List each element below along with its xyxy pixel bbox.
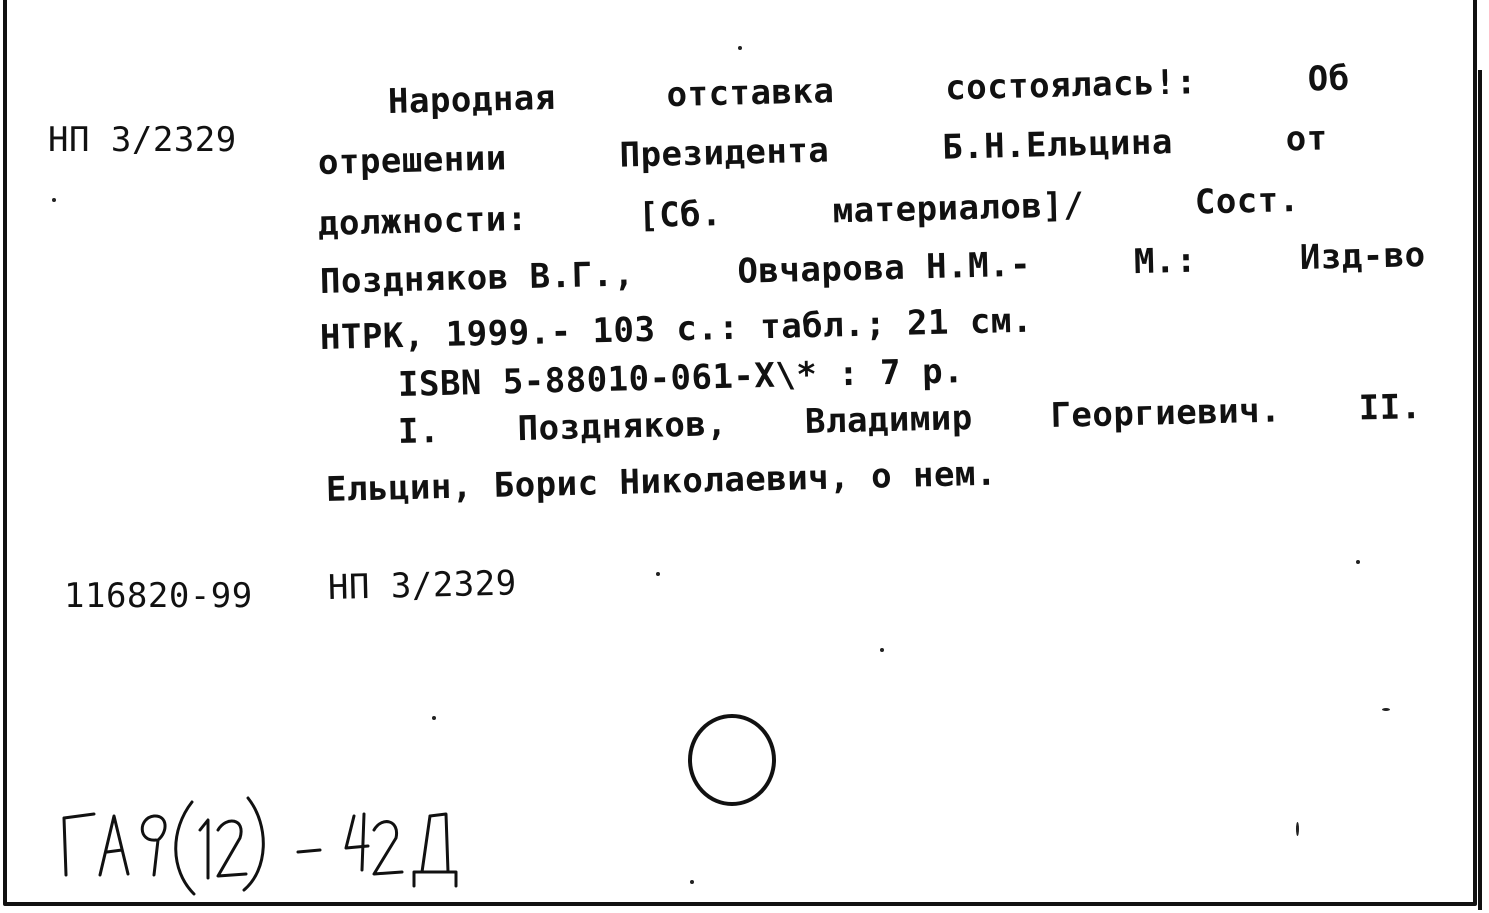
heading-word: II. — [1358, 386, 1423, 429]
title-word: состоялась!: — [944, 62, 1198, 109]
scan-speck — [1296, 822, 1299, 836]
call-number: НП 3/2329 — [48, 120, 237, 160]
card-hole — [686, 712, 778, 808]
scan-speck — [738, 46, 742, 50]
accession-number: 116820-99 — [64, 576, 253, 616]
title-word: Изд-во — [1299, 234, 1427, 279]
card-edge — [1478, 70, 1482, 910]
title-word: М.: — [1133, 240, 1198, 283]
title-word: от — [1285, 118, 1329, 160]
heading-word: Поздняков, — [517, 403, 728, 450]
title-word: отставка — [666, 71, 835, 116]
scan-speck — [52, 198, 56, 202]
title-word: Овчарова Н.М.- — [736, 244, 1032, 292]
title-word: материалов]/ — [832, 185, 1085, 232]
headings-line-2: Ельцин, Борис Николаевич, о нем. — [325, 453, 998, 510]
title-word: [Сб. — [637, 194, 723, 237]
heading-word: I. — [397, 410, 441, 452]
heading-word: Владимир — [804, 397, 974, 443]
handwritten-code — [58, 790, 478, 900]
title-word: Сост. — [1194, 180, 1301, 223]
scan-speck — [690, 880, 694, 884]
scan-speck — [432, 716, 436, 720]
heading-word: Георгиевич. — [1049, 390, 1282, 437]
isbn-line: ISBN 5-88010-061-X\* : 7 р. — [397, 351, 965, 405]
title-word: отрешении — [317, 138, 508, 183]
title-word: Поздняков В.Г., — [319, 254, 635, 302]
scan-speck — [1356, 560, 1360, 564]
title-word: Народная — [387, 77, 557, 122]
scan-speck — [656, 572, 660, 576]
title-word: Президента — [619, 130, 830, 176]
imprint-line: НТРК, 1999.- 103 с.: табл.; 21 см. — [319, 300, 1034, 358]
title-word: Об — [1307, 58, 1351, 100]
scan-speck — [880, 648, 884, 652]
title-word: должности: — [317, 198, 529, 244]
title-word: Б.Н.Ельцина — [941, 122, 1174, 168]
call-number-bottom: НП 3/2329 — [327, 563, 518, 608]
scan-speck — [1382, 708, 1390, 711]
